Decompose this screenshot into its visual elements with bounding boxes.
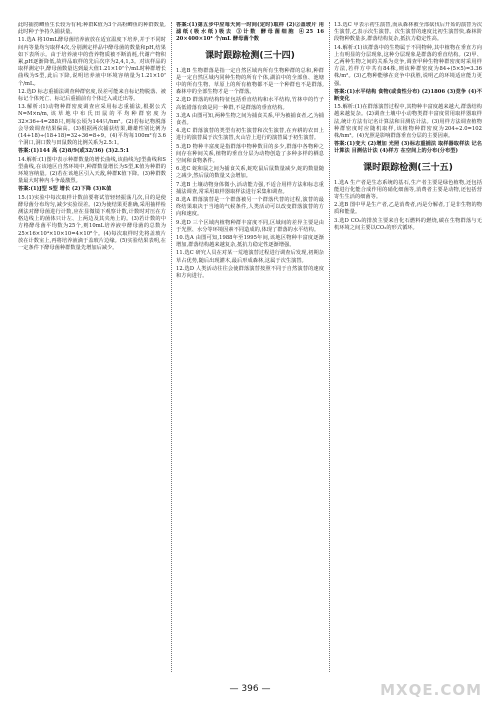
- answer-text: 4.选C 群落演替的类型有初生演替和次生演替,在弃耕的农田上进行的演替属于次生演替,火山岩上进行的演替属于初生演替。: [176, 128, 324, 142]
- column-left: [18, 22, 166, 672]
- column-divider: [171, 22, 172, 672]
- answer-text: 15.(1)实验中每次取样计数前要将试管轻轻振荡几次,目的是使酵母菌分布均匀,减少实验误差。(2)为使结果更准确,采用抽样检测法对酵母菌进行计数,应在显微镜下观察计数,计数时对压在方格边线上的菌体只计左、上两边及其夹角上的。(3)若计数的中方格酵母菌平均数为25个,则10mL培养液中酵母菌的总数为25×16×10⁴×10×10=4×10⁸个。(4)每次取样时先将盖玻片放在计数室上,再将培养液滴于盖玻片边缘。(5)实验结果表明,在一定条件下酵母菌种群数量先增加后减少。: [18, 194, 166, 252]
- answer-key: 答案:(1)144 高 (2)8/9(或32/36) (3)2.5:1: [18, 148, 130, 155]
- answer-text: 1.选B 生物群落是指一定自然区域内所有生物种群的总和,种群是一定自然区域内同种生物的所有个体,湖泊中的全部鱼、池塘中的所有生物、草原上的所有植物都不是一个种群也不是群落,森林中的全部生物才是一个群落。: [176, 67, 324, 96]
- answer-text: 6.选C 蛇和鼠之间为捕食关系,蛇吃鼠后鼠数量减少,蛇的数量随之减少,然后鼠的数量又会增加。: [176, 166, 324, 180]
- answer-text: 此时捕捞鲫鱼生长较为有利;种群K值为3个高粉鲫鱼的种群数量,此时种子争持久捕获量。: [18, 22, 166, 36]
- column-middle: [176, 22, 324, 672]
- answer-text: 8.选A 群落演替是一个群落被另一个群落代替的过程,演替的最终结果取决于当地的气候条件,人类活动可以改变群落演替的方向和速度。: [176, 197, 324, 218]
- answer-text: 2.选D 群落的结构特征包括垂直结构和水平结构,竹林中的竹子高低错落有致是同一种群,不是群落的垂直结构。: [176, 97, 324, 111]
- section-title: 课时跟踪检测(三十五): [363, 162, 453, 173]
- answer-text: 2.选B 图中甲是生产者,乙是消费者,丙是分解者,丁是非生物的物质和能量。: [334, 202, 482, 216]
- answer-text: 3.选D CO₂的排放主要来自化石燃料的燃烧,碳在生物群落与无机环境之间主要以CO₂的形式循环。: [334, 217, 482, 231]
- answer-text: 5.选D 物种丰富度是指群落中物种数目的多少,群落中各物种之间存在种间关系,植物的垂直分层为动物创造了多种多样的栖息空间和食物条件。: [176, 143, 324, 165]
- answer-text: 13.选C 甲表示初生演替,而从森林被全部砍伐后开始的演替为次生演替,乙表示次生演替。次生演替的速度比初生演替快,森林阶段物种数量多,群落结构复杂,抵抗力稳定性高。: [334, 22, 482, 43]
- answer-text: 13.解析:(1)动物种群密度调查应采用标志重捕法,根据公式N=M×n/m,该草地中布氏田鼠的平均种群密度为32×36÷4=288只,则每公顷为144只/hm²。(2)若标记物脱落会导致调查结果偏高。(3)根据两次捕获结果,雌雄性别比例为(14+18)÷(18+18)=32÷36=8÷9。(4)平均每100m²有3.6个洞口,洞口数与田鼠数的比例关系为2.5:1。: [18, 104, 166, 147]
- answer-text: 15.解析:(1)在群落演替过程中,其物种丰富度越来越大,群落结构越来越复杂。(2)调查土壤中小动物类群丰富度常用取样器取样法,统计方法有记名计算法和目测估计法。(3)用样方法调查植物种群密度时应随机取样,该植物种群密度为204÷2.0=102株/hm²。(4)光照是影响群落垂直分层的主要因素。: [334, 104, 482, 140]
- answer-text: 7.选B 土壤动物身体微小,活动能力强,不适合用样方法和标志重捕法调查,常采用取样器取样法进行采集和调查。: [176, 181, 324, 195]
- section-title: 课时跟踪检测(三十四): [205, 50, 295, 61]
- answer-text: 9.选D 三个区域内植物种群丰富度不同,区域间的差异主要是由于光照、水分等环境因素不同造成的,体现了群落的水平结构。: [176, 219, 324, 233]
- column-right: [334, 22, 482, 672]
- answer-key: 答案:(1)第五步中应每天同一时间(定时)取样 (2)②盖玻片 用滤纸(吸水纸)吸去 ③计数 酵母菌细胞 ④25 16 20×400×10⁴ 个/mL 酵母菌个数: [176, 22, 324, 43]
- answer-text: 1.选A 生产者是生态系统的基石,生产者主要是绿色植物,还包括能进行化能合成作用的硝化细菌等,消费者主要是动物,还包括营寄生生活的细菌等。: [334, 179, 482, 201]
- answer-key: 答案:(1)J型 S型 增长 (2)下降 (3)K值: [18, 186, 112, 193]
- watermark-logo: MXQE.COM: [380, 681, 482, 699]
- answer-key: 答案:(1)水平结构 食物(或食性分布) (2)1806 (3)竞争 (4)不断变化: [334, 88, 482, 103]
- page-number: — 396 —: [229, 684, 271, 694]
- answer-text: 14.解析:(1)该群落中的生物属于不同物种,其中植物在垂直方向上有明显的分层现象,这种分层现象是群落的垂直结构。(2)甲、乙两种生物之间的关系为竞争,调查甲种生物种群密度时采用样方法,若样方中共有84株,则该种群密度为84÷(5×5)=3.36株/m²。(3)乙物种能够在竞争中获胜,说明乙的环境适应能力更强。: [334, 44, 482, 87]
- answer-text: 3.选A 由图可知,两种生物之间为捕食关系,甲为被捕食者,乙为捕食者。: [176, 112, 324, 127]
- column-divider: [329, 22, 330, 672]
- answer-text: 12.选D 人类活动往往会使群落演替按照不同于自然演替的速度和方向进行。: [176, 265, 324, 280]
- answer-text: 11.选C 研究人员在对某一荒地演替过程进行调查后发现,初期杂草占优势,随后出现灌木,最后形成森林,这属于次生演替。: [176, 250, 324, 264]
- answer-text: 10.选A 由图可知,1988年至1995年间,该地区物种丰富度逐渐增加,群落结构越来越复杂,抵抗力稳定性逐渐增强。: [176, 235, 324, 249]
- answer-text: 14.解析:(1)图中表示种群数量的增长曲线,该曲线为J型曲线和S型曲线,在该地区自然环境中,种群数量增长为S型,K值为种群的环境容纳量。(2)若在该地区引入天敌,种群K值下降。(3)种群数量最大时种内斗争最激烈。: [18, 156, 166, 185]
- answer-text: 11.选A 将10mL酵母菌培养液放在适宜温度下培养,并于不同时间内等量均匀取样4次,分别测定样品中酵母菌的数量和pH,结果如下表所示。由于培养液中的营养物质被不断消耗,代谢产物积累,pH逐渐降低,故样品取样的先后次序为2,4,1,3。对该样品的取样测定中,酵母菌数量达到最大值1.21×10⁷个/mL时种群增长曲线为S型,此后下降,说明培养液中环境容纳量为1.21×10⁷个/mL。: [18, 37, 166, 87]
- answer-text: 12.选D 标志重捕法调查种群密度,误差可能来自标记物脱落、被标记个体死亡、标记后重捕前有个体迁入或迁出等。: [18, 88, 166, 103]
- answer-key: 答案:(1)变大 (2)增加 光照 (3)标志重捕法 取样器取样法 记名计算法 目测估计法 (4)样方 在空间上的分布(分布型): [334, 141, 482, 155]
